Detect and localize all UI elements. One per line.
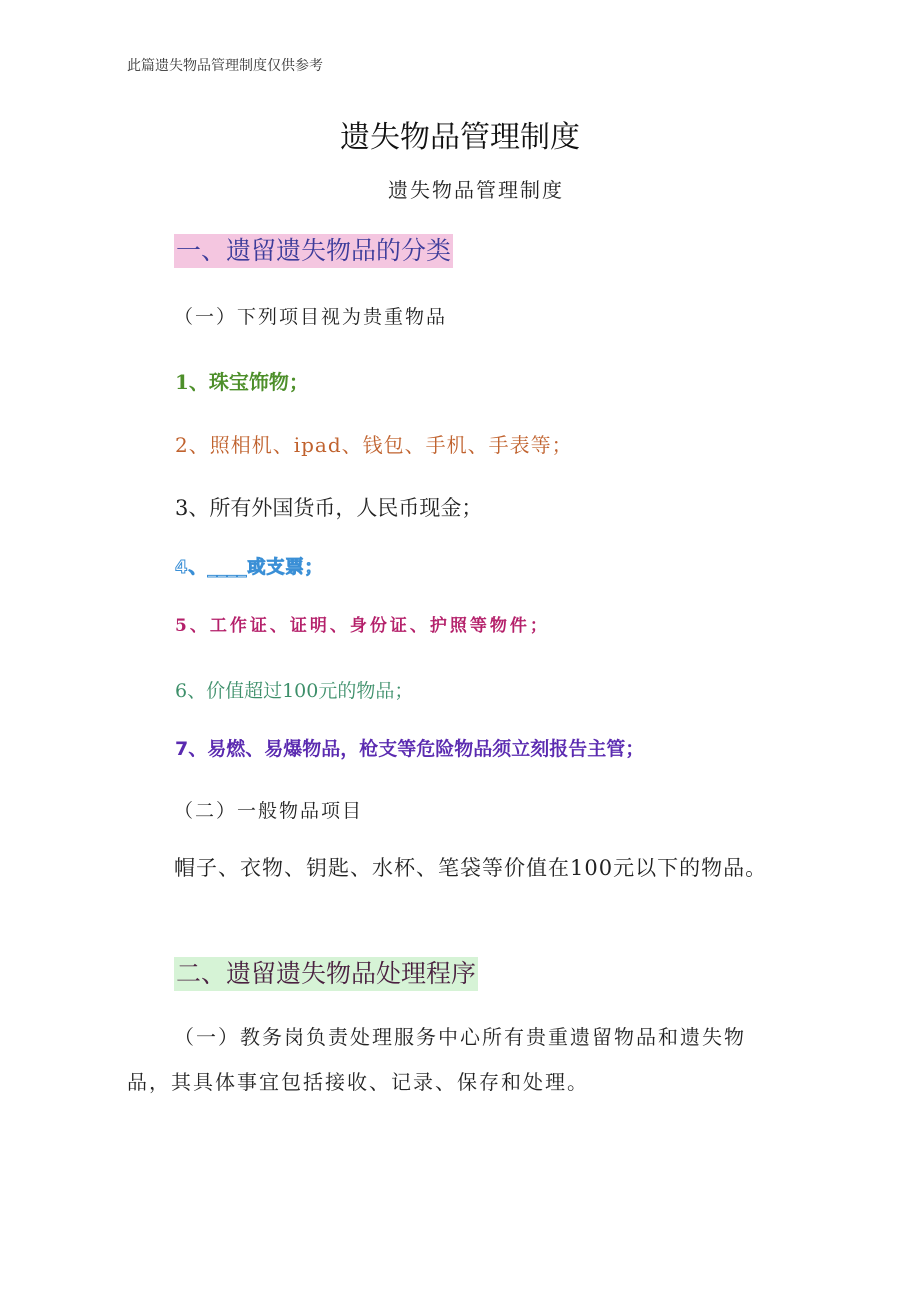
general-items-paragraph: 帽子、衣物、钥匙、水杯、笔袋等价值在100元以下的物品。 [174,856,768,880]
procedure-paragraph: （一）教务岗负责处理服务中心所有贵重遗留物品和遗失物品，其具体事宜包括接收、记录、保存和处理。 [127,1025,746,1094]
document-subtitle: 遗失物品管理制度 [388,178,564,202]
valuable-item-5: 5、工作证、证明、身份证、护照等物件； [175,616,550,636]
section2-heading: 二、遗留遗失物品处理程序 [174,957,478,991]
valuable-item-4: 4、____或支票； [175,557,324,578]
section1-subheading-general: （二）一般物品项目 [174,800,364,822]
valuable-item-7: 7、易燃、易爆物品，枪支等危险物品须立刻报告主管； [175,738,645,760]
valuable-item-3: 3、所有外国货币，人民币现金； [175,496,483,520]
valuable-item-6: 6、价值超过100元的物品； [175,680,414,702]
section1-heading: 一、遗留遗失物品的分类 [174,234,453,268]
header-note: 此篇遗失物品管理制度仅供参考 [127,58,323,74]
valuable-item-1: 1、珠宝饰物； [175,370,309,394]
valuable-item-2: 2、照相机、ipad、钱包、手机、手表等； [175,433,573,457]
section1-subheading-valuables: （一）下列项目视为贵重物品 [174,306,448,328]
document-title: 遗失物品管理制度 [340,120,580,155]
